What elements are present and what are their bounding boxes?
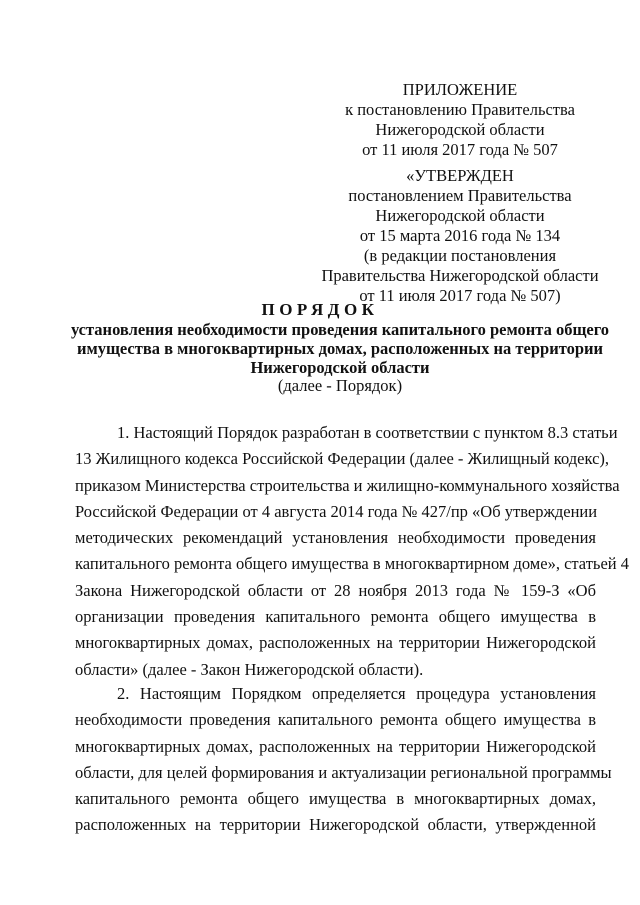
appendix-line: ПРИЛОЖЕНИЕ <box>402 80 518 99</box>
paragraph-line: капитального ремонта общего имущества в многоквартирном доме», статьей 4 <box>75 554 629 574</box>
paragraph-line: области» (далее - Закон Нижегородской области). <box>75 659 424 679</box>
approval-line: от 15 марта 2016 года № 134 <box>359 226 561 245</box>
paragraph-line: 1. Настоящий Порядок разработан в соответствии с пунктом 8.3 статьи <box>117 423 618 442</box>
subtitle-line: Нижегородской области <box>250 358 430 377</box>
paragraph-line: Российской Федерации от 4 августа 2014 года № 427/пр «Об утверждении <box>75 501 598 521</box>
paragraph-2 <box>75 681 612 839</box>
paragraph-line: Закона Нижегородской области от 28 ноября 2013 года № 159-З «Об <box>75 580 596 600</box>
paragraph-line: необходимости проведения капитального ремонта общего имущества в <box>75 710 596 730</box>
approval-block <box>310 166 610 306</box>
approval-line: постановлением Правительства <box>348 186 572 205</box>
document-subtitle <box>40 320 640 377</box>
paragraph-line: методических рекомендаций установления необходимости проведения <box>75 528 596 548</box>
appendix-line: Нижегородской области <box>375 120 545 139</box>
paragraph-line: расположенных на территории Нижегородской области, утвержденной <box>75 815 596 835</box>
paragraph-line: организации проведения капитального ремонта общего имущества в <box>75 607 596 627</box>
paragraph-line: 13 Жилищного кодекса Российской Федерации (далее - Жилищный кодекс), <box>75 449 610 469</box>
paragraph-1 <box>75 420 629 683</box>
subtitle-line: установления необходимости проведения капитального ремонта общего <box>70 320 610 339</box>
document-title: ПОРЯДОК <box>261 300 379 319</box>
approval-line: (в редакции постановления <box>363 246 557 265</box>
approval-line: «УТВЕРЖДЕН <box>406 166 514 185</box>
approval-line: Нижегородской области <box>375 206 545 225</box>
paragraph-line: области, для целей формирования и актуализации региональной программы <box>75 762 612 782</box>
appendix-line: к постановлению Правительства <box>345 100 575 119</box>
paragraph-line: 2. Настоящим Порядком определяется процедура установления <box>117 684 596 703</box>
abbreviation-note: (далее - Порядок) <box>277 376 403 395</box>
paragraph-line: капитального ремонта общего имущества в многоквартирных домах, <box>75 789 596 809</box>
appendix-line: от 11 июля 2017 года № 507 <box>362 140 558 159</box>
paragraph-line: многоквартирных домах, расположенных на территории Нижегородской <box>75 736 596 756</box>
paragraph-line: многоквартирных домах, расположенных на территории Нижегородской <box>75 633 596 653</box>
appendix-block <box>310 80 610 160</box>
paragraph-line: приказом Министерства строительства и жилищно-коммунального хозяйства <box>75 475 620 495</box>
subtitle-line: имущества в многоквартирных домах, расположенных на территории <box>76 339 604 358</box>
approval-line: от 11 июля 2017 года № 507) <box>359 286 561 305</box>
approval-line: Правительства Нижегородской области <box>321 266 599 285</box>
